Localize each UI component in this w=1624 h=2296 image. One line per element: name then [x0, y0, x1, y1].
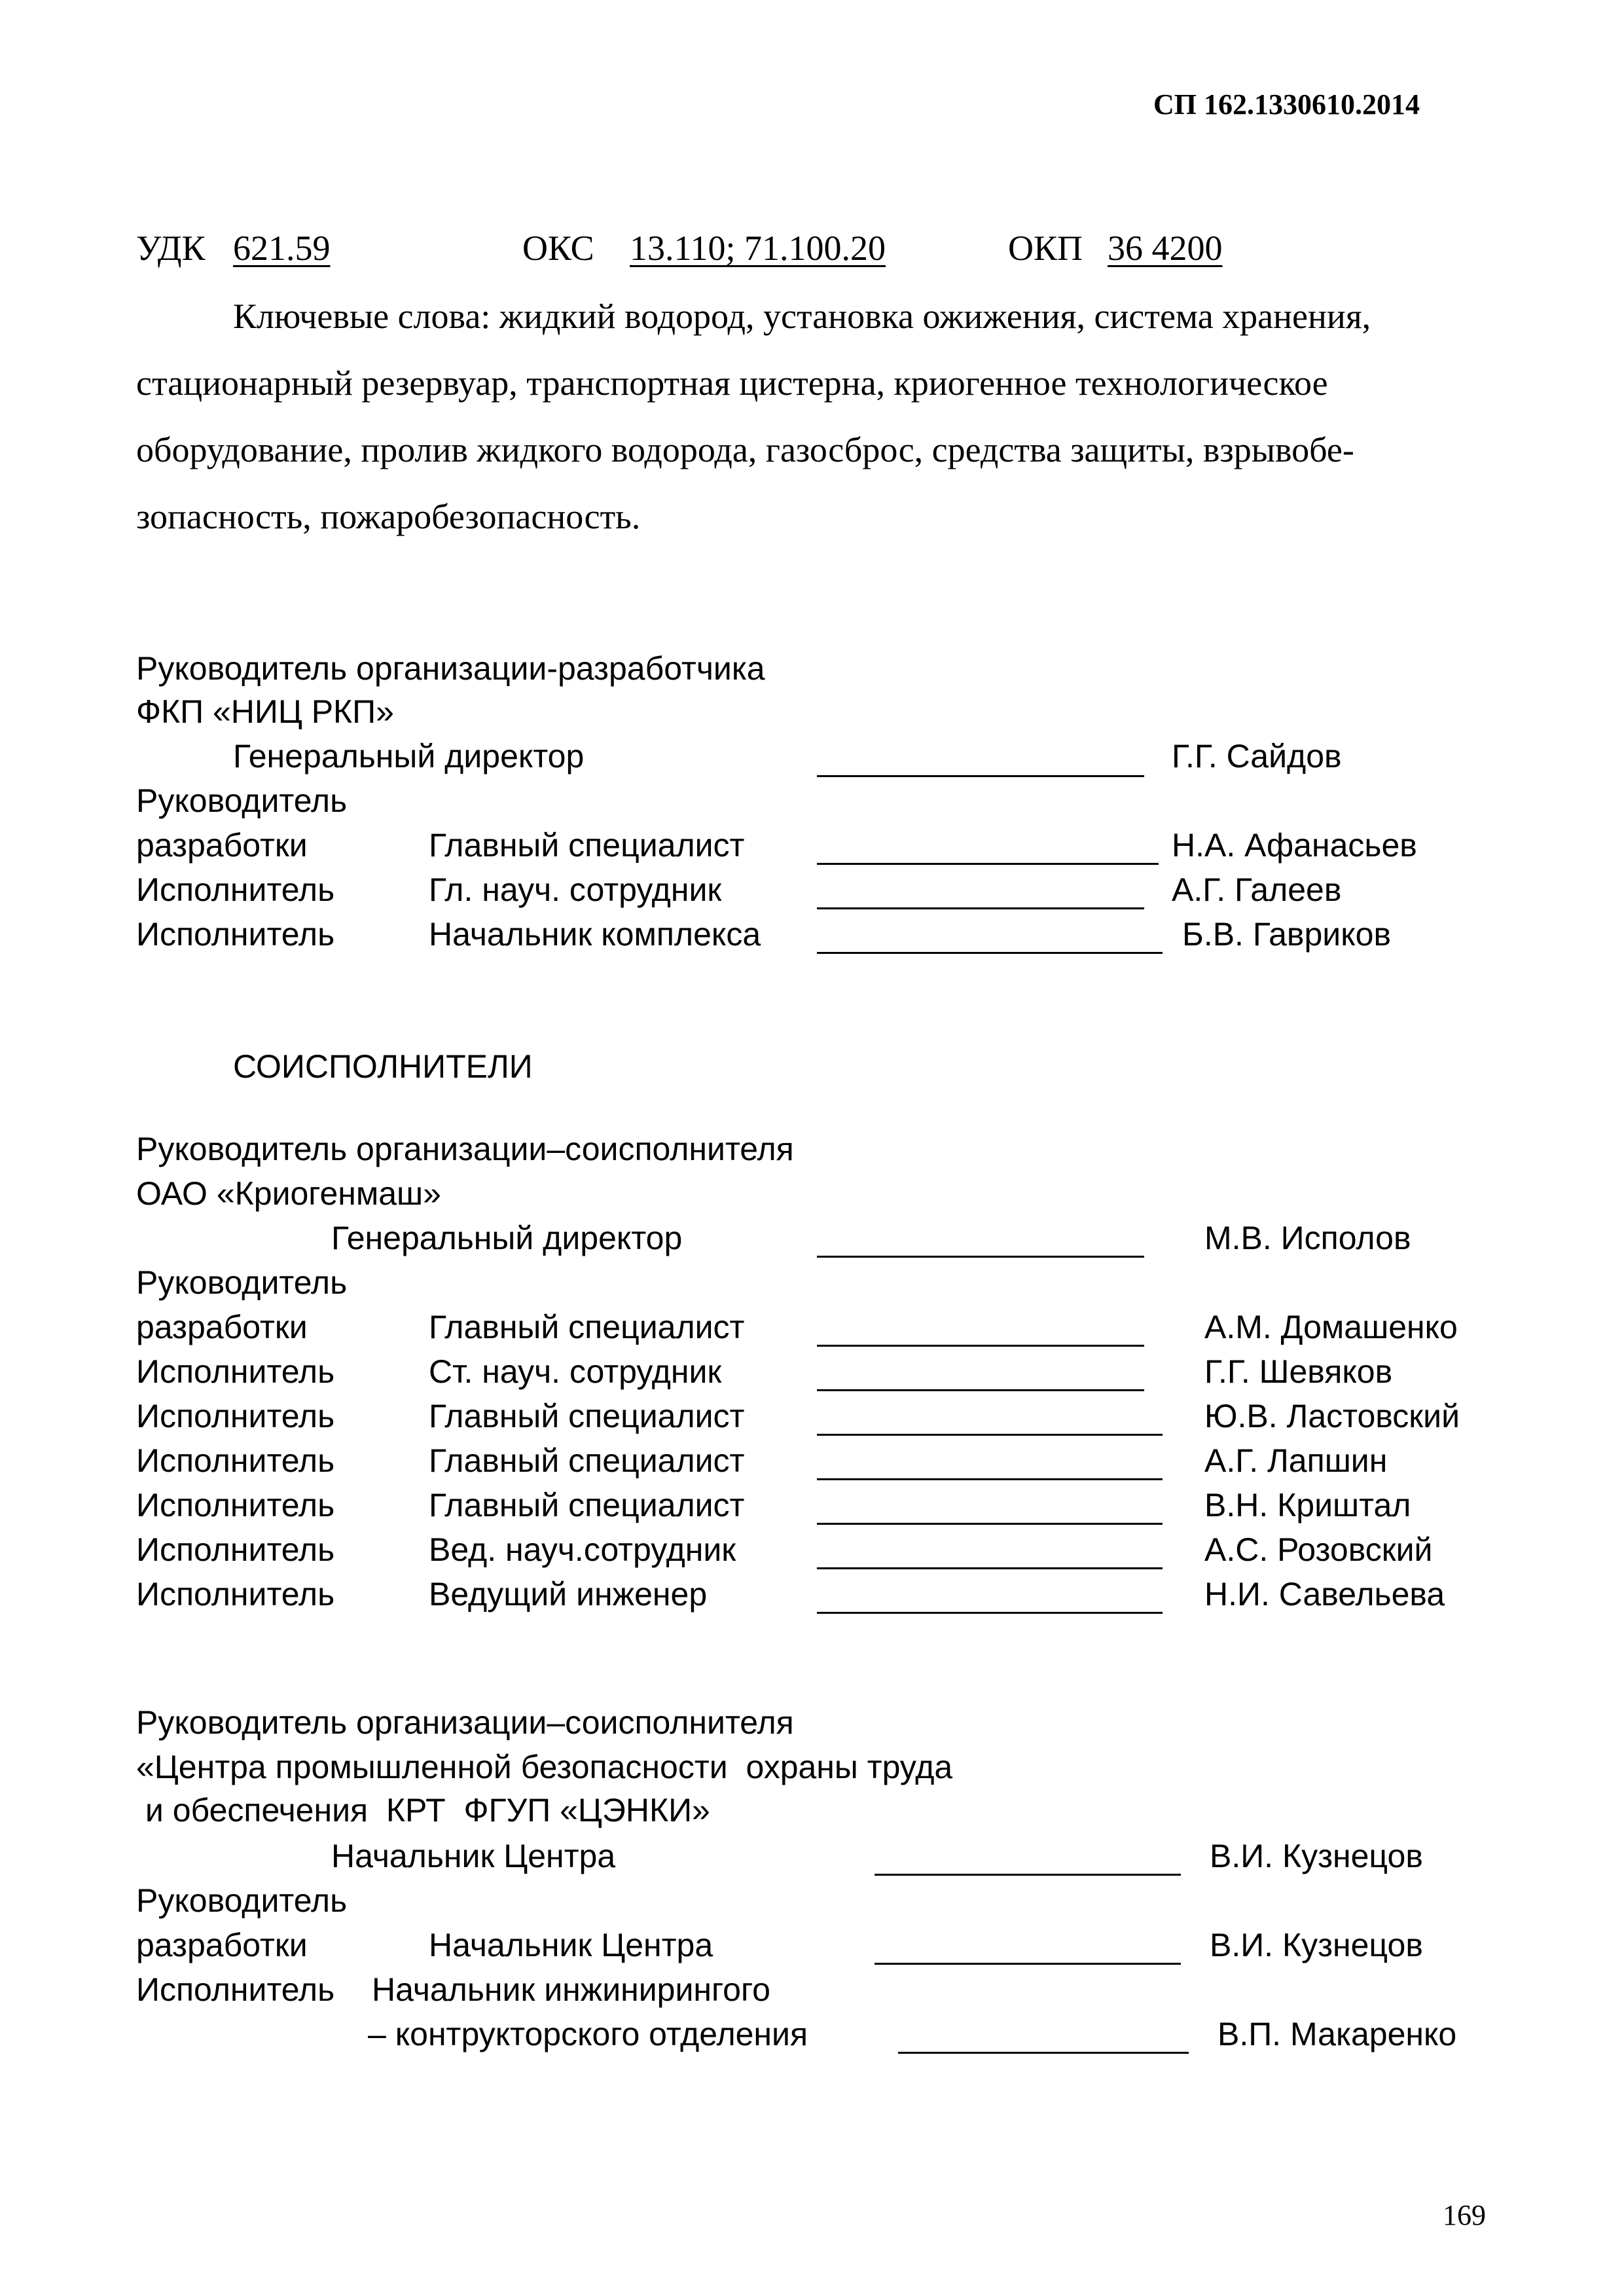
keywords-line-2: стационарный резервуар, транспортная цистерна, криогенное технологическое: [136, 363, 1328, 403]
position-label: Главный специалист: [429, 827, 745, 864]
person-name: В.Н. Криштал: [1204, 1487, 1411, 1523]
role-label: Руководитель: [136, 1264, 348, 1301]
position-label: Главный специалист: [429, 1442, 745, 1479]
person-name: А.М. Домашенко: [1204, 1309, 1458, 1345]
person-name: В.И. Кузнецов: [1210, 1927, 1423, 1963]
okp-label: ОКП: [1008, 228, 1083, 268]
person-name: Н.И. Савельева: [1204, 1576, 1445, 1613]
role-label: Исполнитель: [136, 1971, 335, 2008]
position-label: Главный специалист: [429, 1487, 745, 1523]
org2-name-line-1: «Центра промышленной безопасности охраны труда: [136, 1749, 953, 1785]
role-label: разработки: [136, 827, 308, 864]
role-label: Исполнитель: [136, 1398, 335, 1434]
signature-line: [898, 2052, 1189, 2054]
position-label: Ст. науч. сотрудник: [429, 1353, 722, 1390]
person-name: Г.Г. Шевяков: [1204, 1353, 1393, 1390]
org2-head-name: В.И. Кузнецов: [1210, 1838, 1423, 1874]
position-label: Вед. науч.сотрудник: [429, 1531, 736, 1568]
person-name: Н.А. Афанасьев: [1172, 827, 1417, 864]
person-name: А.Г. Лапшин: [1204, 1442, 1388, 1479]
role-label: Руководитель: [136, 782, 348, 819]
oks-label: ОКС: [522, 228, 594, 268]
role-label: Исполнитель: [136, 871, 335, 908]
role-label: Исполнитель: [136, 1353, 335, 1390]
position-label: Главный специалист: [429, 1309, 745, 1345]
developer-director-name: Г.Г. Сайдов: [1172, 738, 1342, 774]
signature-line: [817, 1523, 1163, 1525]
signature-line: [817, 1256, 1144, 1258]
role-label: Исполнитель: [136, 916, 335, 953]
position-label: Начальник комплекса: [429, 916, 761, 953]
org2-name-line-2: и обеспечения КРТ ФГУП «ЦЭНКИ»: [136, 1792, 710, 1829]
signature-line: [817, 863, 1159, 865]
role-label: Руководитель: [136, 1882, 348, 1919]
signature-line: [817, 1345, 1144, 1347]
signature-line: [817, 775, 1144, 777]
person-name: А.С. Розовский: [1204, 1531, 1433, 1568]
position-label: Ведущий инженер: [429, 1576, 708, 1613]
signature-line: [817, 907, 1144, 909]
role-label: разработки: [136, 1927, 308, 1963]
signature-line: [817, 1434, 1163, 1436]
person-name: Ю.В. Ластовский: [1204, 1398, 1460, 1434]
coexecutors-title: СОИСПОЛНИТЕЛИ: [233, 1048, 533, 1085]
keywords-line-3: оборудование, пролив жидкого водорода, газосброс, средства защиты, взрывобе-: [136, 430, 1354, 469]
signature-line: [817, 1389, 1144, 1391]
document-code: СП 162.1330610.2014: [1153, 88, 1420, 120]
okp-value: 36 4200: [1108, 228, 1223, 268]
org1-director-name: М.В. Исполов: [1204, 1220, 1411, 1256]
role-label: разработки: [136, 1309, 308, 1345]
org1-heading: Руководитель организации–соисполнителя: [136, 1131, 794, 1167]
page-number: 169: [1443, 2199, 1486, 2231]
signature-line: [817, 1478, 1163, 1480]
role-label: Исполнитель: [136, 1531, 335, 1568]
org1-name: ОАО «Криогенмаш»: [136, 1175, 441, 1212]
signature-line: [817, 1567, 1163, 1569]
position-label: Начальник Центра: [429, 1927, 713, 1963]
org1-director-title: Генеральный директор: [331, 1220, 683, 1256]
udk-value: 621.59: [233, 228, 331, 268]
role-label: Исполнитель: [136, 1442, 335, 1479]
signature-line: [817, 952, 1163, 954]
developer-heading: Руководитель организации-разработчика: [136, 650, 765, 687]
developer-org: ФКП «НИЦ РКП»: [136, 693, 394, 730]
person-name: Б.В. Гавриков: [1182, 916, 1392, 953]
org2-heading: Руководитель организации–соисполнителя: [136, 1704, 794, 1741]
person-name: В.П. Макаренко: [1218, 2016, 1457, 2052]
signature-line: [817, 1612, 1163, 1614]
position-label: Главный специалист: [429, 1398, 745, 1434]
signature-line: [875, 1874, 1181, 1876]
signature-line: [875, 1963, 1181, 1965]
keywords-line-4: зопасность, пожаробезопасность.: [136, 497, 641, 536]
position-label: Гл. науч. сотрудник: [429, 871, 722, 908]
position-label: – контрукторского отделения: [368, 2016, 808, 2052]
developer-director-title: Генеральный директор: [233, 738, 585, 774]
role-label: Исполнитель: [136, 1487, 335, 1523]
person-name: А.Г. Галеев: [1172, 871, 1342, 908]
role-label: Исполнитель: [136, 1576, 335, 1613]
position-label: Начальник инжинирингого: [372, 1971, 770, 2008]
oks-value: 13.110; 71.100.20: [630, 228, 886, 268]
udk-label: УДК: [136, 228, 206, 268]
org2-head-title: Начальник Центра: [331, 1838, 616, 1874]
keywords-line-1: Ключевые слова: жидкий водород, установка ожижения, система хранения,: [233, 297, 1371, 336]
